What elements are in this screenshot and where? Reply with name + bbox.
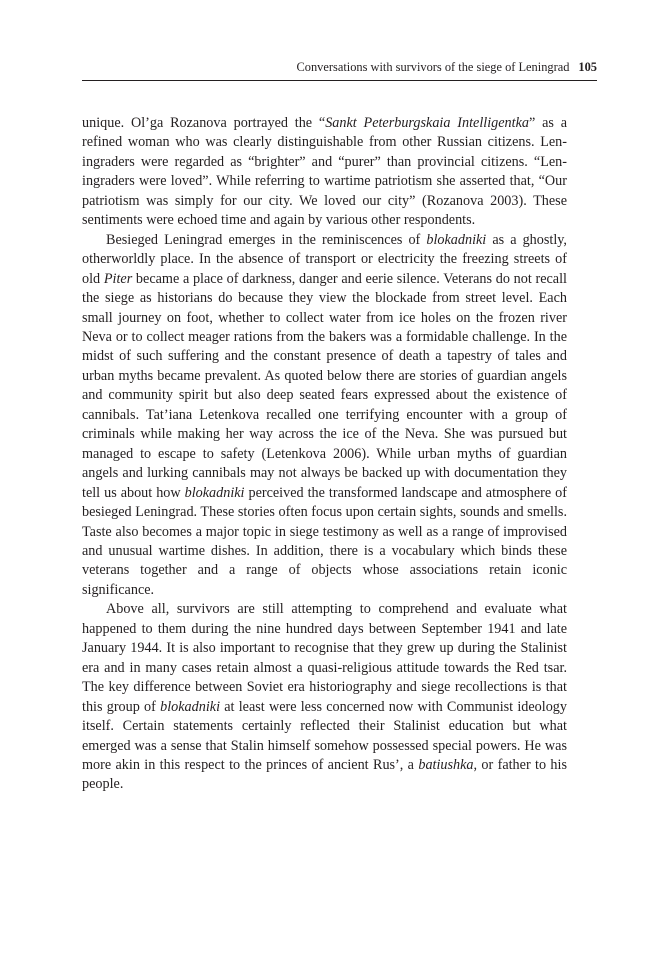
paragraph	[82, 231, 567, 601]
italic-segment: blokadniki	[160, 698, 221, 715]
body-text	[82, 114, 567, 795]
running-head	[82, 58, 597, 81]
italic-segment: Sankt Peterburgskaia Intelligentka	[325, 115, 529, 131]
paragraph	[82, 114, 567, 231]
text-segment: as a ghostly, otherworldly place. In the absence of transport or electricity the freezing streets of old	[82, 231, 567, 287]
italic-segment: blokadniki	[184, 484, 245, 501]
running-title: Conversations with survivors of the siege of Leningrad	[296, 60, 570, 74]
text-segment: Besieged Leningrad emerges in the reminiscences of	[106, 231, 427, 248]
page-number: 105	[578, 60, 597, 74]
text-segment: ” as a refined woman who was clearly distinguishable from other Russian citizens. Leningraders were regarded as “brighter” and “purer” than provincial citizens. “Leningraders were loved”. While referring to wartime patriotism she asserted that, “Our patriotism was simply for our city. We loved our city” (Rozanova 2003). These sentiments were echoed time and again by various other respondents.	[82, 115, 568, 229]
text-segment: at least were less concerned now with Communist ideology itself. Certain statements certainly reflected their Stalinist education but what emerged was a sense that Stalin himself somehow possessed special powers. He was more akin in this respect to the princes of ancient Rus’, a	[82, 698, 567, 773]
italic-segment: batiushka	[418, 756, 474, 773]
italic-segment: Piter	[103, 270, 133, 287]
paragraph	[82, 600, 567, 795]
italic-segment: blokadniki	[426, 231, 487, 248]
text-segment: Above all, survivors are still attempting to comprehend and evaluate what happened to them during the nine hundred days between September 1941 and late January 1944. It is also important to recognise that they grew up during the Stalinist era and in many cases retain almost a quasi-religious attitude towards the Red tsar. The key difference between Soviet era historiography and siege recollections is that this group of	[82, 601, 567, 715]
text-segment: perceived the transformed landscape and atmosphere of besieged Leningrad. These stories often focus upon certain sights, sounds and smells. Taste also becomes a major topic in siege testimony as well as a range of improvised and unusual wartime dishes. In addition, there is a vocabulary which binds these veterans together and a range of objects whose associations retain iconic significance.	[82, 484, 567, 598]
text-segment: unique. Ol’ga Rozanova portrayed the “	[82, 115, 326, 131]
text-segment: , or father to his people.	[82, 756, 567, 793]
text-segment: became a place of darkness, danger and eerie silence. Veterans do not recall the siege as historians do because they view the blockade from street level. Each small journey on foot, whether to collect water from ice holes on the frozen river Neva or to collect meager rations from the bakers was a formidable challenge. In the midst of such suffering and the constant presence of death a tapestry of tales and urban myths became prevalent. As quoted below there are stories of guardian angels and community spirit but also deep seated fears expressed about the existence of cannibals. Tat’iana Letenkova recalled one terrifying encounter with a group of criminals while making her way across the ice of the Neva. She was pursued but managed to escape to safety (Letenkova 2006). While urban myths of guardian angels and lurking cannibals may not always be backed up with documentation they tell us about how	[82, 270, 567, 501]
